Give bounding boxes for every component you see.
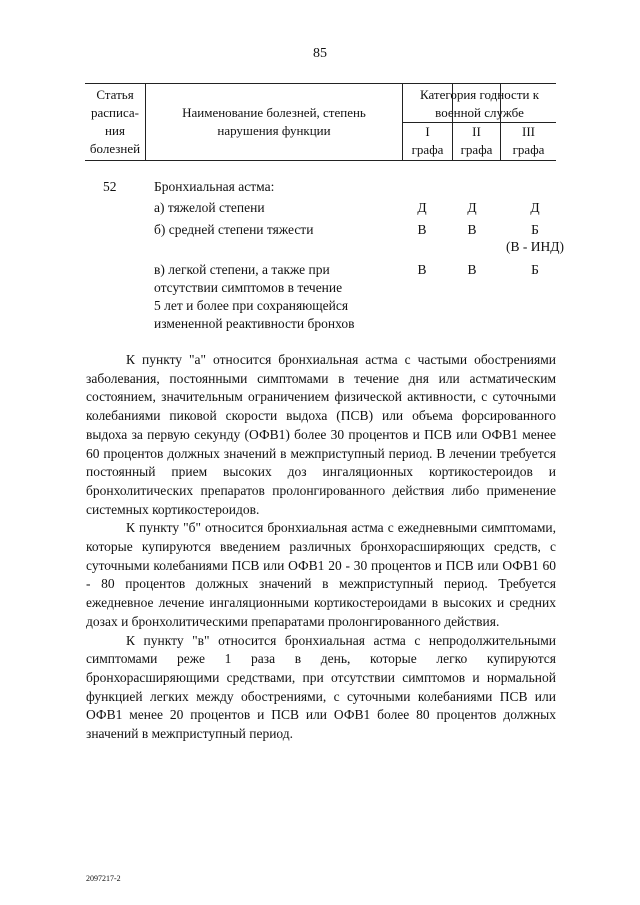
row-a-text: а) тяжелой степени	[154, 200, 265, 215]
graph-2-header: II графа	[460, 124, 493, 157]
disease-column-header: Наименование болезней, степень нарушения функции	[182, 105, 366, 138]
paragraph-a: К пункту "а" относится бронхиальная астма с частыми обострениями заболевания, постоянными симптомами в течение дня или астматическим состоянием, значительным ограничением физической активности, с суточными колебаниями пиковой скорости выдоха (ПСВ) или объема форсированного выдоха за первую секунду (ОФВ1) более 30 процентов и ПСВ или ОФВ1 менее 60 процентов должных значений в межприступный период. В лечении требуется постоянный прием высоких доз ингаляционных кортикостероидов и бронхолитических препаратов пролонгированного действия либо применение системных кортикостероидов.	[86, 352, 556, 517]
paragraph-b: К пункту "б" относится бронхиальная астма с ежедневными симптомами, которые купируются введением различных бронхорасширяющих средств, с суточными колебаниями ПСВ или ОФВ1 20 - 30 процентов и ПСВ или ОФВ1 60 - 80 процентов должных значений в межприступный период. Требуется ежедневное лечение ингаляционными кортикостероидами в высоких и средних дозах и бронхолитическими препаратами пролонгированного действия.	[86, 520, 556, 629]
row-b-graph-3: Б	[531, 222, 539, 237]
row-c-graph-1: В	[417, 262, 427, 277]
row-a-graph-2: Д	[467, 200, 477, 215]
footer-code: 2097217-2	[86, 874, 121, 883]
page-number: 85	[313, 46, 327, 61]
row-b-graph-1: В	[417, 222, 427, 237]
row-b-text: б) средней степени тяжести	[154, 222, 314, 237]
body-text	[86, 351, 556, 744]
row-c-graph-3: Б	[531, 262, 539, 277]
graph-1-header: I графа	[411, 124, 444, 157]
disease-title: Бронхиальная астма:	[154, 179, 275, 194]
row-b-graph-3-extra: (В - ИНД)	[506, 239, 564, 254]
row-a-graph-1: Д	[417, 200, 427, 215]
row-c-text: в) легкой степени, а также при отсутствии симптомов в течение 5 лет и более при сохраняющейся измененной реактивности бронхов	[154, 262, 355, 331]
graph-3-header: III графа	[512, 124, 545, 157]
fitness-category-header: Категория годности к военной службе	[419, 87, 540, 120]
table-header	[85, 83, 556, 161]
row-c-graph-2: В	[467, 262, 477, 277]
paragraph-c: К пункту "в" относится бронхиальная астма с непродолжительными симптомами реже 1 раза в день, которые легко купируются бронхорасширяющими средствами, при отсутствии симптомов и нормальной функцией легких между обострениями, с суточными колебаниями ПСВ или ОФВ1 менее 20 процентов и ПСВ или ОФВ1 более 80 процентов должных значений в межприступный период.	[86, 632, 556, 742]
row-a-graph-3: Д	[530, 200, 540, 215]
row-b-graph-2: В	[467, 222, 477, 237]
article-number: 52	[103, 179, 117, 194]
article-column-header: Статья расписа- ния болезней	[89, 87, 141, 156]
